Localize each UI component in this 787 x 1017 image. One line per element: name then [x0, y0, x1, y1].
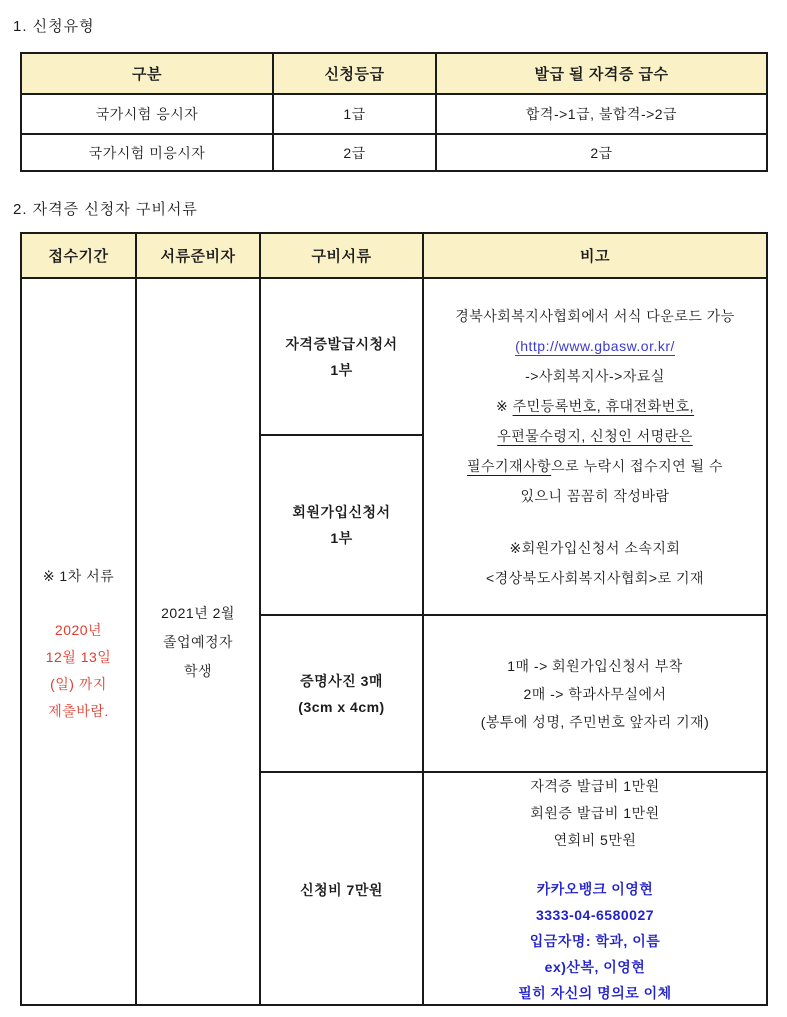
deadline-submit: 제출바람.: [48, 702, 109, 719]
doc1-name: 자격증발급시청서: [285, 335, 398, 352]
application-type-table: [20, 52, 768, 172]
table1-row2-category: 국가시험 미응시자: [22, 135, 274, 170]
table1-row1-grade: 1급: [274, 95, 437, 135]
deadline-date: 12월 13일: [45, 648, 112, 665]
table1-row1-issued-grade: 합격->1급, 불합격->2급: [437, 95, 766, 135]
bank-account-holder: 카카오뱅크 이영현: [536, 881, 654, 897]
required-documents-table: [20, 232, 768, 1006]
document-photo-cell: [261, 616, 424, 773]
table2-header-documents: 구비서류: [261, 234, 424, 279]
remark-required-fields-3: 필수기재사항으로 누락시 접수지연 될 수: [467, 457, 723, 474]
document-membership-application-cell: [261, 436, 424, 616]
photo-usage-3: (봉투에 성명, 주민번호 앞자리 기재): [480, 713, 710, 730]
fee-membership-card: 회원증 발급비 1만원: [530, 805, 660, 821]
remarks-photo-cell: [424, 616, 766, 773]
doc2-copies: 1부: [330, 530, 353, 546]
document-certificate-application-cell: [261, 279, 424, 436]
fee-annual: 연회비 5만원: [553, 832, 637, 848]
reception-period-cell: [22, 279, 137, 1006]
table1-row1-category: 국가시험 응시자: [22, 95, 274, 135]
doc3-size: (3cm x 4cm): [298, 698, 385, 715]
table1-row2-issued-grade: 2급: [590, 144, 613, 161]
document-fee-cell: [261, 773, 424, 1006]
section2-title: 2. 자격증 신청자 구비서류: [13, 201, 198, 218]
table1-header-issued-grade: 발급 될 자격증 급수: [437, 54, 766, 95]
gbasw-link[interactable]: (http://www.gbasw.or.kr/: [515, 337, 675, 354]
remark-required-fields-4: 있으니 꼼꼼히 작성바람: [520, 487, 670, 504]
deadline-year: 2020년: [54, 621, 103, 638]
fee-certificate: 자격증 발급비 1만원: [530, 778, 660, 794]
depositor-name-example: ex)산복, 이영현: [544, 959, 646, 975]
doc1-copies: 1부: [330, 361, 353, 378]
table2-header-preparer: 서류준비자: [137, 234, 261, 279]
photo-usage-2: 2매 -> 학과사무실에서: [523, 685, 667, 702]
first-round-note: ※ 1차 서류: [42, 567, 115, 584]
preparer-line1: 2021년 2월: [161, 605, 235, 621]
remarks-download-cell: [424, 279, 766, 616]
remark-required-fields-1: ※ 주민등록번호, 휴대전화번호,: [495, 397, 695, 414]
preparer-line2: 졸업예정자: [162, 634, 234, 650]
doc2-name: 회원가입신청서: [292, 504, 391, 520]
remark-required-fields-2: 우편물수령지, 신청인 서명란은: [497, 427, 693, 444]
section1-title: 1. 신청유형: [13, 18, 95, 35]
doc4-name: 신청비 7만원: [300, 881, 383, 898]
table1-row2-grade: 2급: [274, 135, 437, 170]
remark-menu-path: ->사회복지사->자료실: [525, 367, 665, 384]
deadline-day: (일) 까지: [50, 675, 107, 692]
bank-account-number: 3333-04-6580027: [535, 907, 655, 923]
photo-usage-1: 1매 -> 회원가입신청서 부착: [507, 657, 683, 674]
remark-download-info: 경북사회복지사협회에서 서식 다운로드 가능: [455, 307, 735, 324]
preparer-cell: [137, 279, 261, 1006]
table2-header-remarks: 비고: [424, 234, 766, 279]
transfer-instruction: 필히 자신의 명의로 이체: [518, 985, 672, 1001]
remark-branch-note-1: ※회원가입신청서 소속지회: [509, 539, 681, 556]
ref-mark: ※: [495, 397, 513, 414]
table1-header-category: 구분: [22, 54, 274, 95]
table1-header-grade: 신청등급: [274, 54, 437, 95]
remark-branch-note-2: <경상북도사회복지사협회>로 기재: [485, 569, 705, 586]
preparer-line3: 학생: [183, 663, 213, 679]
depositor-name-format: 입금자명: 학과, 이름: [529, 933, 661, 949]
remarks-fee-cell: [424, 773, 766, 1006]
doc3-name: 증명사진 3매: [300, 672, 383, 689]
table2-header-reception-period: 접수기간: [22, 234, 137, 279]
